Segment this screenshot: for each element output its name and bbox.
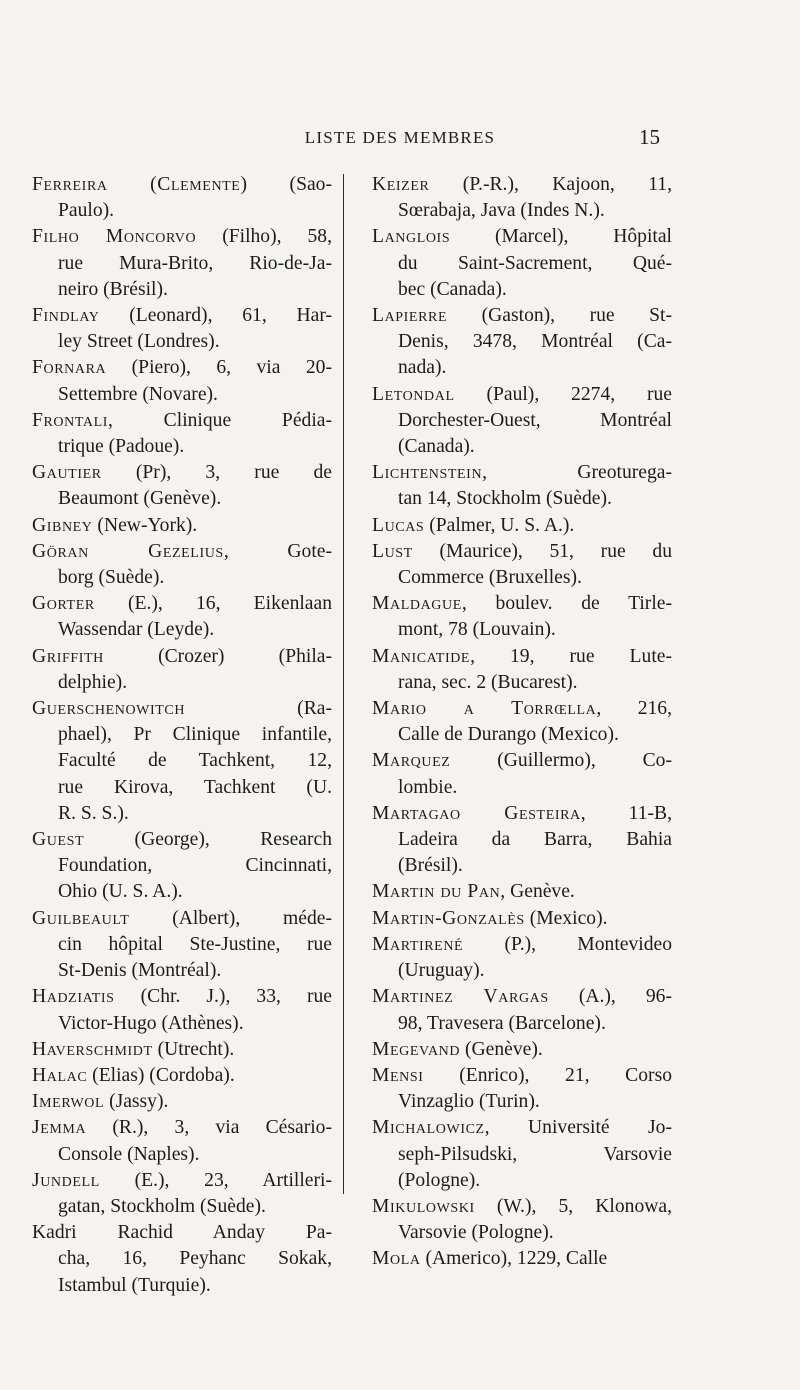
member-surname: Gorter [32,593,95,615]
entry-line: Sœrabaja, Java (Indes N.). [398,200,605,222]
member-entry [32,408,332,460]
entry-line: rue Mura-Brito, Rio-de-Ja- [58,252,332,274]
entry-line-first: Filho Moncorvo (Filho), 58, [32,226,332,248]
entry-line-first: Martinez Vargas (A.), 96- [372,986,672,1008]
entry-line: delphie). [58,671,128,693]
member-entry [372,1194,672,1246]
entry-line-first: Gautier (Pr), 3, rue de [32,462,332,484]
member-entry [32,355,332,407]
member-entry [32,1115,332,1167]
member-surname: Haverschmidt [32,1038,153,1060]
member-surname: Mensi [372,1064,424,1086]
member-surname: Filho Moncorvo [32,226,197,248]
entry-line-first: Jundell (E.), 23, Artilleri- [32,1169,332,1191]
entry-line: rue Kirova, Tachkent (U. [58,776,332,798]
member-surname: Manicatide [372,645,471,667]
member-entry [32,1037,332,1063]
entry-line-first: Lichtenstein, Greoturega- [372,462,672,484]
member-entry [32,1063,332,1089]
entry-line-first: Mikulowski (W.), 5, Klonowa, [372,1195,672,1217]
member-surname: Martirené [372,933,464,955]
member-surname: Keizer [372,174,430,195]
entry-line: phael), Pr Clinique infantile, [58,724,332,746]
member-entry [32,591,332,643]
member-entry [372,1246,672,1272]
entry-line: Ohio (U. S. A.). [58,881,183,903]
member-surname: Martagao Gesteira [372,802,581,824]
member-surname: Jemma [32,1117,87,1139]
member-surname: Frontali [32,409,109,431]
entry-line: ley Street (Londres). [58,331,220,353]
entry-line: Calle de Durango (Mexico). [398,724,619,746]
entry-line: (Uruguay). [398,960,485,982]
member-surname: Michalowicz [372,1117,485,1139]
entry-line-first: Guilbeault (Albert), méde- [32,907,332,929]
entry-line-first: Findlay (Leonard), 61, Har- [32,305,332,327]
entry-line: gatan, Stockholm (Suède). [58,1195,266,1217]
member-entry [32,827,332,906]
entry-line-first: Gibney (New-York). [32,514,198,536]
member-surname: Langlois [372,226,451,248]
entry-line: cin hôpital Ste-Justine, rue [58,933,332,955]
member-surname: Hadziatis [32,986,115,1008]
member-entry [372,224,672,303]
member-surname: Lust [372,540,413,562]
member-entry [32,303,332,355]
entry-line: Beaumont (Genève). [58,488,222,510]
member-surname: Fornara [32,357,107,379]
entry-line-first: Fornara (Piero), 6, via 20- [32,357,332,379]
entry-line: Console (Naples). [58,1143,200,1165]
entry-line: Settembre (Novare). [58,383,218,405]
entry-line: tan 14, Stockholm (Suède). [398,488,612,510]
member-surname: Halac [32,1064,88,1086]
member-surname: Guilbeault [32,907,130,929]
member-surname: Guerschenowitch [32,698,186,720]
entry-line: Vinzaglio (Turin). [398,1091,540,1113]
entry-line: (Canada). [398,436,475,458]
entry-line: 98, Travesera (Barcelone). [398,1012,606,1034]
member-entry [32,906,332,985]
entry-line: rana, sec. 2 (Bucarest). [398,671,578,693]
entry-line: lombie. [398,776,458,798]
member-entry [372,984,672,1036]
member-entry [32,513,332,539]
entry-line: borg (Suède). [58,567,165,589]
entry-line-first: Langlois (Marcel), Hôpital [372,226,672,248]
member-surname: Martin du Pan [372,881,501,903]
member-surname: Marquez [372,750,451,772]
column-divider [343,174,344,1194]
member-surname: Martinez Vargas [372,986,549,1008]
member-surname: Martin-Gonzalès [372,907,525,929]
entry-line-first: Michalowicz, Université Jo- [372,1117,672,1139]
entry-line-first: Megevand (Genève). [372,1038,543,1060]
entry-line: Commerce (Bruxelles). [398,567,582,589]
member-entry [372,513,672,539]
member-surname: Gautier [32,462,102,484]
member-surname: Megevand [372,1038,461,1060]
member-entry [372,1037,672,1063]
member-surname: Ferreira (Clemente) [32,174,248,195]
member-surname: Imerwol [32,1091,105,1113]
entry-line: Dorchester-Ouest, Montréal [398,409,672,431]
entry-line: R. S. S.). [58,802,129,824]
entry-line-first: Maldague, boulev. de Tirle- [372,593,672,615]
member-entry [372,382,672,461]
entry-line: nada). [398,357,447,379]
entry-line-first: Mario a Torrœlla, 216, [372,698,672,720]
entry-line-first: Griffith (Crozer) (Phila- [32,645,332,667]
entry-line-first: Letondal (Paul), 2274, rue [372,383,672,405]
entry-line: Foundation, Cincinnati, [58,855,332,877]
member-entry [372,801,672,880]
entry-line-first: Lucas (Palmer, U. S. A.). [372,514,575,536]
member-entry [32,1168,332,1220]
entry-line-first: Keizer (P.-R.), Kajoon, 11, [372,174,672,195]
member-surname: Lapierre [372,305,448,327]
entry-line-first: Gorter (E.), 16, Eikenlaan [32,593,332,615]
entry-line: Victor-Hugo (Athènes). [58,1012,244,1034]
member-entry [372,303,672,382]
member-entry [32,224,332,303]
member-surname: Maldague [372,593,462,615]
entry-line-first: Guest (George), Research [32,829,332,851]
member-surname: Letondal [372,383,455,405]
member-entry [32,539,332,591]
entry-line-first: Haverschmidt (Utrecht). [32,1038,235,1060]
entry-line-first: Manicatide, 19, rue Lute- [372,645,672,667]
member-entry [372,1115,672,1194]
header-title: LISTE DES MEMBRES [304,128,496,147]
running-header [0,125,800,158]
entry-line-first: Martin du Pan, Genève. [372,881,575,903]
member-entry [372,748,672,800]
entry-line: Ladeira da Barra, Bahia [398,829,672,851]
entry-line: Paulo). [58,200,115,222]
member-entry [372,172,672,224]
entry-line: seph-Pilsudski, Varsovie [398,1143,672,1165]
member-entry [372,644,672,696]
entry-line-first: Martin-Gonzalès (Mexico). [372,907,608,929]
entry-line-first: Mensi (Enrico), 21, Corso [372,1064,672,1086]
member-entry [372,696,672,748]
member-surname: Lucas [372,514,425,536]
member-surname: Jundell [32,1169,100,1191]
member-entry [372,906,672,932]
entry-line-first: Imerwol (Jassy). [32,1091,169,1113]
entry-line-first: Frontali, Clinique Pédia- [32,409,332,431]
member-entry [372,539,672,591]
entry-line-first: Lapierre (Gaston), rue St- [372,305,672,327]
member-entry [32,644,332,696]
entry-line: bec (Canada). [398,278,507,300]
entry-line-first: Mola (Americo), 1229, Calle [372,1248,608,1270]
member-entry [372,460,672,512]
member-entry [32,984,332,1036]
entry-line: St-Denis (Montréal). [58,960,222,982]
entry-line: neiro (Brésil). [58,278,168,300]
left-column [32,172,332,1299]
right-column [372,172,672,1273]
entry-line-first: Hadziatis (Chr. J.), 33, rue [32,986,332,1008]
entry-line: Istambul (Turquie). [58,1274,211,1296]
entry-line-first: Guerschenowitch (Ra- [32,698,332,720]
member-surname: Guest [32,829,85,851]
entry-line-first: Martagao Gesteira, 11-B, [372,802,673,824]
entry-line-first: Lust (Maurice), 51, rue du [372,540,672,562]
entry-line: Wassendar (Leyde). [58,619,215,641]
entry-line: mont, 78 (Louvain). [398,619,556,641]
member-entry [372,591,672,643]
entry-line-first: Kadri Rachid Anday Pa- [32,1222,332,1244]
member-entry [372,1063,672,1115]
entry-line: Denis, 3478, Montréal (Ca- [398,331,672,353]
entry-line-first: Marquez (Guillermo), Co- [372,750,672,772]
member-entry [372,932,672,984]
entry-line: Faculté de Tachkent, 12, [58,750,332,772]
entry-line: cha, 16, Peyhanc Sokak, [58,1248,332,1270]
entry-line: du Saint-Sacrement, Qué- [398,252,672,274]
member-entry [372,879,672,905]
member-surname: Göran Gezelius [32,540,224,562]
page-number: 15 [639,125,660,149]
entry-line-first: Jemma (R.), 3, via Césario- [32,1117,332,1139]
entry-line: Varsovie (Pologne). [398,1222,554,1244]
member-surname: Mikulowski [372,1195,475,1217]
entry-line-first: Ferreira (Clemente) (Sao- [32,174,332,195]
member-surname: Griffith [32,645,104,667]
member-surname: Mola [372,1248,421,1270]
entry-line-first: Göran Gezelius, Gote- [32,540,332,562]
member-surname: Gibney [32,514,93,536]
entry-line-first: Halac (Elias) (Cordoba). [32,1064,235,1086]
member-entry [32,1220,332,1299]
member-entry [32,1089,332,1115]
member-surname: Mario a Torrœlla [372,698,597,720]
entry-line-first: Martirené (P.), Montevideo [372,933,672,955]
entry-line: (Pologne). [398,1169,481,1191]
entry-line: trique (Padoue). [58,436,185,458]
member-surname: Lichtenstein [372,462,483,484]
member-entry [32,696,332,827]
member-surname: Findlay [32,305,100,327]
entry-line: (Brésil). [398,855,463,877]
member-entry [32,172,332,224]
member-entry [32,460,332,512]
